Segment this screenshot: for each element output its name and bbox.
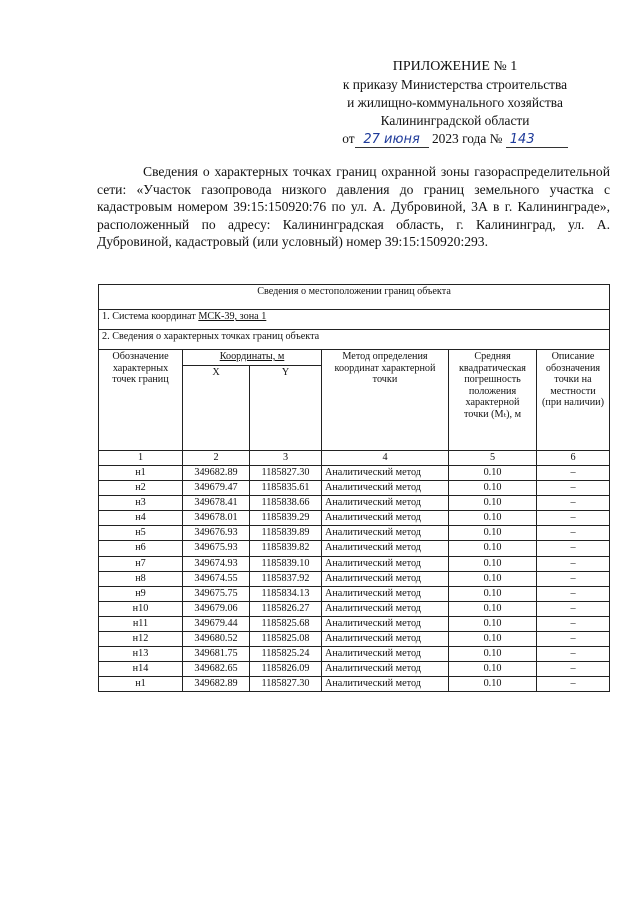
method-cell: Аналитический метод (322, 496, 449, 511)
appendix-title: ПРИЛОЖЕНИЕ № 1 (392, 59, 518, 74)
y-cell: 1185825.68 (250, 616, 322, 631)
accuracy-cell: 0.10 (449, 632, 537, 647)
accuracy-cell: 0.10 (449, 466, 537, 481)
method-cell: Аналитический метод (322, 571, 449, 586)
method-cell: Аналитический метод (322, 662, 449, 677)
x-cell: 349680.52 (183, 632, 250, 647)
intro-paragraph: Сведения о характерных точках границ охранной зоны газораспределительной сети: «Участок газопровода низкого давления до границ земельного участка с кадастровым номером 39:15:150920:76 по ул. А. Дубровиной, 3А в г. Калининграде», расположенный по адресу: Калининградская область, г. Калининград, ул. А. Дубровиной, кадастровый (или условный) номер 39:15:150920:293. (97, 164, 610, 250)
table-row (99, 466, 610, 481)
table-row (99, 496, 610, 511)
y-cell: 1185835.61 (250, 481, 322, 496)
date-suffix: 2023 года № (431, 131, 503, 146)
order-line-1: к приказу Министерства строительства (342, 77, 568, 92)
table-row (99, 677, 610, 692)
method-cell: Аналитический метод (322, 677, 449, 692)
method-cell: Аналитический метод (322, 511, 449, 526)
column-number: 5 (449, 451, 537, 466)
order-line-2: и жилищно-коммунального хозяйства (347, 95, 563, 110)
accuracy-cell: 0.10 (449, 662, 537, 677)
boundary-points-table (98, 284, 610, 692)
x-cell: 349681.75 (183, 647, 250, 662)
description-cell: – (537, 586, 610, 601)
header-x: X (183, 366, 250, 451)
handwritten-date: 27 июня (355, 133, 429, 148)
coordinate-system-value: МСК-39, зона 1 (198, 311, 267, 322)
header-method: Метод определения координат характерной точки (322, 350, 449, 451)
accuracy-cell: 0.10 (449, 571, 537, 586)
description-cell: – (537, 511, 610, 526)
description-cell: – (537, 601, 610, 616)
description-cell: – (537, 616, 610, 631)
column-number: 1 (99, 451, 183, 466)
description-cell: – (537, 541, 610, 556)
y-cell: 1185825.24 (250, 647, 322, 662)
description-cell: – (537, 556, 610, 571)
y-cell: 1185839.82 (250, 541, 322, 556)
x-cell: 349675.75 (183, 586, 250, 601)
method-cell: Аналитический метод (322, 556, 449, 571)
handwritten-order-number: 143 (506, 133, 568, 148)
method-cell: Аналитический метод (322, 586, 449, 601)
table-row (99, 526, 610, 541)
order-line-3: Калининградской области (380, 113, 530, 128)
method-cell: Аналитический метод (322, 647, 449, 662)
x-cell: 349679.47 (183, 481, 250, 496)
accuracy-cell: 0.10 (449, 526, 537, 541)
y-cell: 1185826.09 (250, 662, 322, 677)
x-cell: 349682.65 (183, 662, 250, 677)
coordinate-system-label: 1. Система координат (102, 311, 199, 322)
description-cell: – (537, 632, 610, 647)
description-cell: – (537, 496, 610, 511)
point-cell: н2 (99, 481, 183, 496)
method-cell: Аналитический метод (322, 616, 449, 631)
y-cell: 1185839.29 (250, 511, 322, 526)
point-cell: н4 (99, 511, 183, 526)
point-cell: н13 (99, 647, 183, 662)
point-cell: н10 (99, 601, 183, 616)
column-number: 3 (250, 451, 322, 466)
x-cell: 349678.41 (183, 496, 250, 511)
description-cell: – (537, 662, 610, 677)
point-cell: н9 (99, 586, 183, 601)
y-cell: 1185826.27 (250, 601, 322, 616)
table-row (99, 616, 610, 631)
point-cell: н11 (99, 616, 183, 631)
point-cell: н1 (99, 677, 183, 692)
point-cell: н7 (99, 556, 183, 571)
accuracy-cell: 0.10 (449, 481, 537, 496)
table-row (99, 571, 610, 586)
table-row (99, 556, 610, 571)
accuracy-cell: 0.10 (449, 677, 537, 692)
y-cell: 1185839.10 (250, 556, 322, 571)
description-cell: – (537, 677, 610, 692)
header-y: Y (250, 366, 322, 451)
accuracy-cell: 0.10 (449, 616, 537, 631)
table-row (99, 481, 610, 496)
description-cell: – (537, 466, 610, 481)
coordinate-system-row (99, 310, 610, 330)
date-prefix: от (342, 131, 355, 146)
table-row (99, 601, 610, 616)
point-cell: н5 (99, 526, 183, 541)
accuracy-cell: 0.10 (449, 511, 537, 526)
y-cell: 1185837.92 (250, 571, 322, 586)
table-row (99, 586, 610, 601)
point-cell: н12 (99, 632, 183, 647)
y-cell: 1185834.13 (250, 586, 322, 601)
x-cell: 349676.93 (183, 526, 250, 541)
header-description: Описание обозначения точки на местности (при наличии) (537, 350, 610, 451)
column-number: 6 (537, 451, 610, 466)
y-cell: 1185839.89 (250, 526, 322, 541)
accuracy-cell: 0.10 (449, 541, 537, 556)
method-cell: Аналитический метод (322, 632, 449, 647)
x-cell: 349678.01 (183, 511, 250, 526)
description-cell: – (537, 526, 610, 541)
accuracy-cell: 0.10 (449, 601, 537, 616)
table-row (99, 647, 610, 662)
point-cell: н8 (99, 571, 183, 586)
table-row (99, 632, 610, 647)
point-cell: н14 (99, 662, 183, 677)
x-cell: 349679.44 (183, 616, 250, 631)
x-cell: 349675.93 (183, 541, 250, 556)
table-row (99, 511, 610, 526)
points-section-title: 2. Сведения о характерных точках границ объекта (99, 330, 610, 350)
y-cell: 1185825.08 (250, 632, 322, 647)
accuracy-cell: 0.10 (449, 496, 537, 511)
x-cell: 349674.55 (183, 571, 250, 586)
x-cell: 349679.06 (183, 601, 250, 616)
point-cell: н6 (99, 541, 183, 556)
table-row (99, 662, 610, 677)
column-number: 4 (322, 451, 449, 466)
method-cell: Аналитический метод (322, 526, 449, 541)
table-title: Сведения о местоположении границ объекта (99, 285, 610, 310)
header-coordinates: Координаты, м (183, 350, 322, 366)
y-cell: 1185827.30 (250, 677, 322, 692)
x-cell: 349682.89 (183, 466, 250, 481)
description-cell: – (537, 647, 610, 662)
accuracy-cell: 0.10 (449, 586, 537, 601)
column-numbers-row (99, 451, 610, 466)
point-cell: н3 (99, 496, 183, 511)
document-header (300, 58, 610, 148)
method-cell: Аналитический метод (322, 481, 449, 496)
header-designation: Обозначение характерных точек границ (99, 350, 183, 451)
column-number: 2 (183, 451, 250, 466)
point-cell: н1 (99, 466, 183, 481)
order-date-line (300, 130, 610, 148)
y-cell: 1185827.30 (250, 466, 322, 481)
table-row (99, 541, 610, 556)
accuracy-cell: 0.10 (449, 647, 537, 662)
header-accuracy: Средняя квадратическая погрешность положения характерной точки (Mₜ), м (449, 350, 537, 451)
description-cell: – (537, 571, 610, 586)
method-cell: Аналитический метод (322, 541, 449, 556)
method-cell: Аналитический метод (322, 466, 449, 481)
x-cell: 349682.89 (183, 677, 250, 692)
accuracy-cell: 0.10 (449, 556, 537, 571)
x-cell: 349674.93 (183, 556, 250, 571)
description-cell: – (537, 481, 610, 496)
method-cell: Аналитический метод (322, 601, 449, 616)
y-cell: 1185838.66 (250, 496, 322, 511)
